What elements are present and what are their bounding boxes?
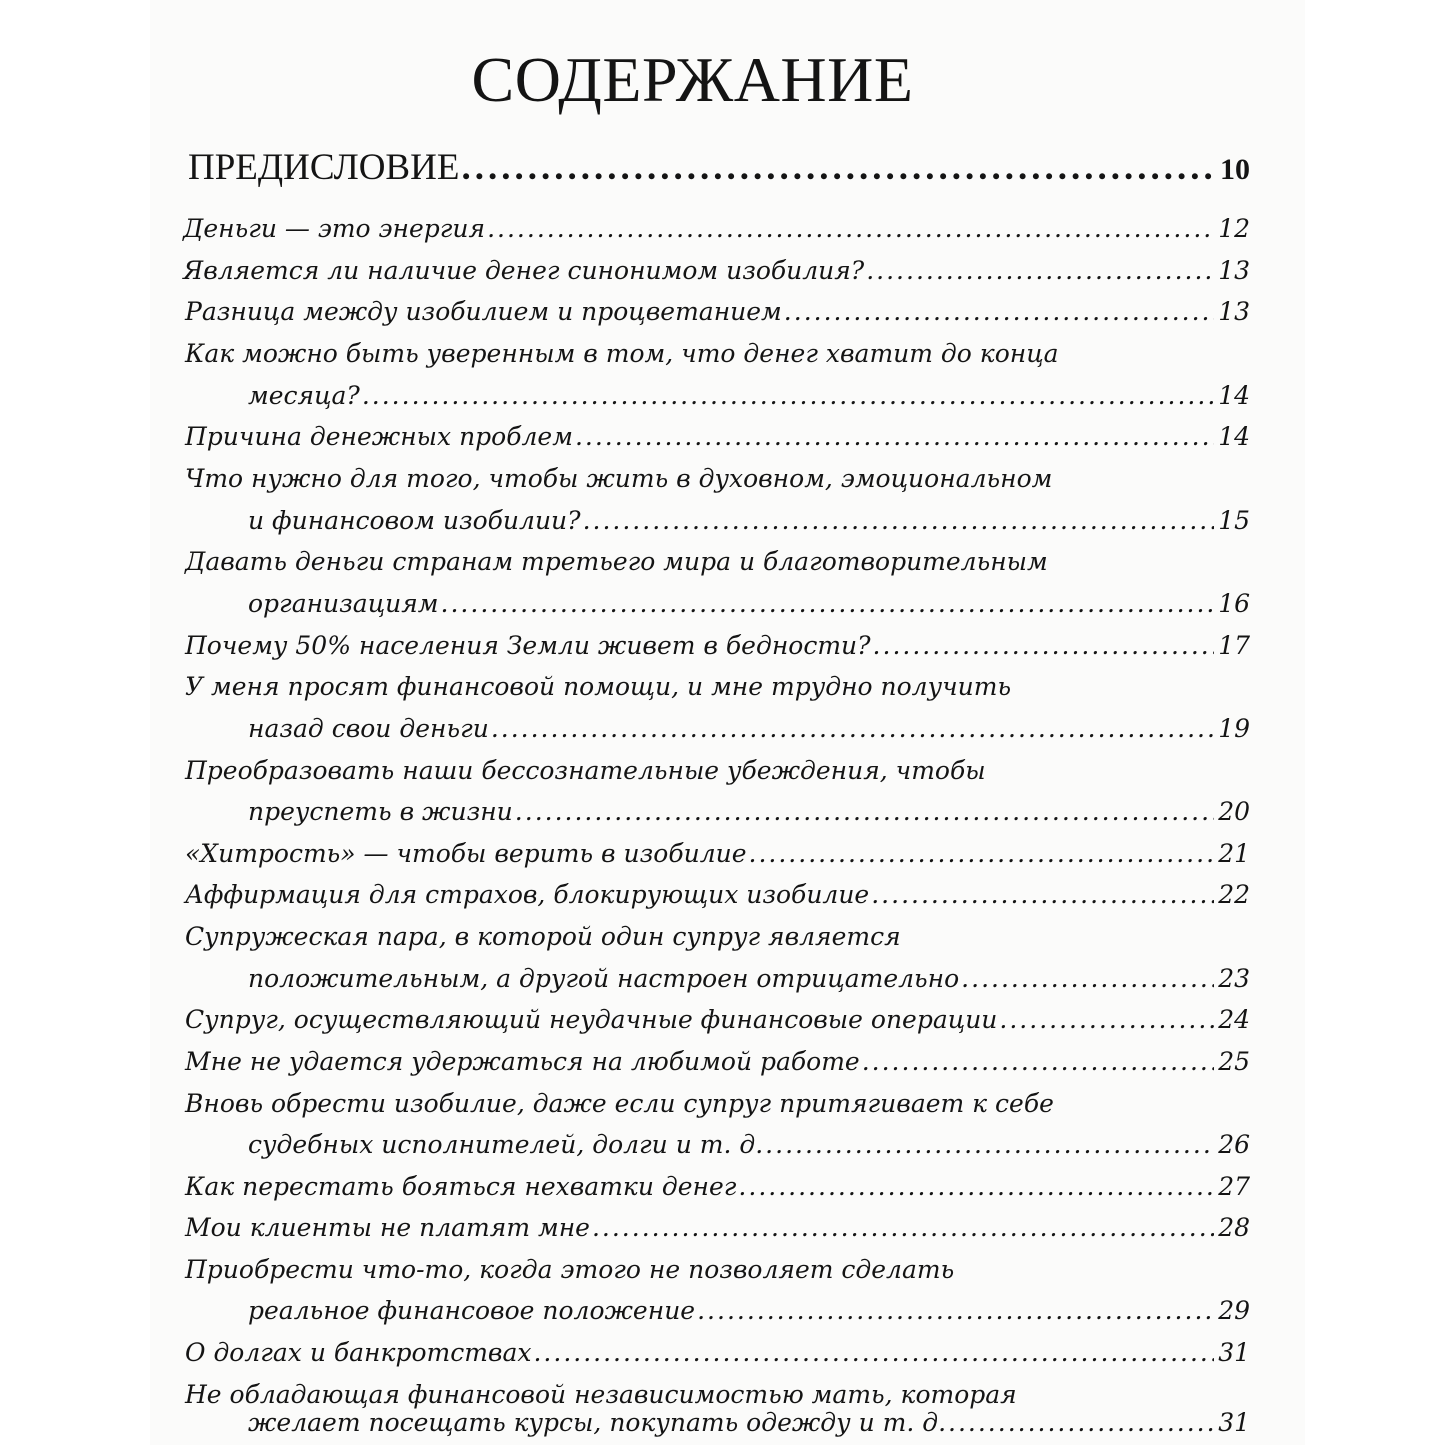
toc-page-number: 20 — [1218, 797, 1250, 826]
toc-leader-dots — [866, 256, 1214, 286]
toc-entry-label: «Хитрость» — чтобы верить в изобилие — [185, 839, 747, 868]
toc-entry — [248, 714, 1250, 744]
toc-page-number: 17 — [1218, 631, 1250, 660]
toc-leader-dots — [738, 1172, 1214, 1202]
toc-leader-dots — [784, 297, 1214, 327]
toc-entry-label: Разница между изобилием и процветанием — [185, 297, 782, 326]
toc-entry — [248, 1130, 1250, 1160]
toc-entry — [185, 422, 1250, 452]
toc-entry — [185, 1047, 1250, 1077]
toc-leader-dots — [948, 1408, 1214, 1438]
toc-entry — [185, 297, 1250, 327]
toc-entry-label: Супружеская пара, в которой один супруг является — [185, 922, 901, 951]
toc-page-number: 29 — [1218, 1296, 1250, 1325]
toc-leader-dots — [862, 1047, 1214, 1077]
toc-page-number: 21 — [1218, 839, 1250, 868]
toc-entry — [248, 506, 1250, 536]
toc-page-number: 10 — [1220, 153, 1250, 186]
toc-entry-label-continued: и финансовом изобилии? — [248, 506, 581, 535]
toc-entry-label: Причина денежных проблем — [185, 422, 573, 451]
toc-leader-dots — [961, 964, 1214, 994]
toc-page-number: 14 — [1218, 422, 1250, 451]
toc-entry — [185, 1172, 1250, 1202]
toc-leader-dots — [592, 1213, 1214, 1243]
toc-entry-label: Почему 50% населения Земли живет в бедности? — [185, 631, 871, 660]
toc-leader-dots — [999, 1005, 1214, 1035]
toc-entry — [248, 1408, 1250, 1438]
toc-entry — [248, 797, 1250, 827]
toc-entry-label: Как перестать бояться нехватки денег — [185, 1172, 737, 1201]
toc-entry-label: ПРЕДИСЛОВИЕ — [188, 147, 460, 188]
toc-entry-label: Является ли наличие денег синонимом изобилия? — [183, 256, 865, 285]
toc-page-number: 16 — [1218, 589, 1250, 618]
toc-entry-label-continued: положительным, а другой настроен отрицательно — [248, 964, 960, 993]
toc-leader-dots — [487, 214, 1214, 244]
toc-entry-label-continued: преуспеть в жизни — [248, 797, 513, 826]
toc-leader-dots — [461, 146, 1216, 190]
toc-page-number: 27 — [1218, 1172, 1250, 1201]
toc-leader-dots — [871, 880, 1214, 910]
toc-leader-dots — [765, 1130, 1214, 1160]
toc-page-number: 22 — [1218, 880, 1250, 909]
toc-entry — [185, 1005, 1250, 1035]
toc-entry — [183, 214, 1250, 244]
toc-entry — [248, 1296, 1250, 1326]
toc-leader-dots — [697, 1296, 1214, 1326]
toc-entry-label-continued: организациям — [248, 589, 439, 618]
toc-leader-dots — [575, 422, 1214, 452]
toc-page-number: 13 — [1218, 256, 1250, 285]
toc-leader-dots — [515, 797, 1214, 827]
toc-entry-label-continued: назад свои деньги — [248, 714, 489, 743]
toc-entry — [185, 631, 1250, 661]
toc-entry-label: О долгах и банкротствах — [185, 1338, 532, 1367]
toc-page-number: 25 — [1218, 1047, 1250, 1076]
toc-entry-label: Давать деньги странам третьего мира и благотворительным — [185, 547, 1048, 576]
toc-leader-dots — [491, 714, 1214, 744]
toc-entry-label: Аффирмация для страхов, блокирующих изобилие — [185, 880, 870, 909]
toc-entry — [248, 381, 1250, 411]
toc-page-number: 14 — [1218, 381, 1250, 410]
toc-entry-label: Как можно быть уверенным в том, что денег хватит до конца — [185, 339, 1059, 368]
toc-entry-label-continued: желает посещать курсы, покупать одежду и т. д. — [248, 1408, 947, 1437]
toc-entry-label: Деньги — это энергия — [183, 214, 486, 243]
toc-page-number: 31 — [1218, 1408, 1250, 1437]
toc-entry-label: Мои клиенты не платят мне — [185, 1213, 590, 1242]
toc-page-number: 19 — [1218, 714, 1250, 743]
toc-entry-label: Мне не удается удержаться на любимой работе — [185, 1047, 860, 1076]
toc-entry-label: Приобрести что-то, когда этого не позволяет сделать — [185, 1255, 955, 1284]
toc-page-number: 31 — [1218, 1338, 1250, 1367]
toc-entry — [183, 256, 1250, 286]
toc-entry-label: Не обладающая финансовой независимостью мать, которая — [185, 1380, 1017, 1409]
toc-entry-label: Что нужно для того, чтобы жить в духовном, эмоциональном — [185, 464, 1053, 493]
toc-entry-label-continued: реальное финансовое положение — [248, 1296, 696, 1325]
toc-page-number: 12 — [1218, 214, 1250, 243]
toc-page-number: 13 — [1218, 297, 1250, 326]
toc-entry — [248, 589, 1250, 619]
toc-leader-dots — [362, 381, 1214, 411]
toc-page-number: 23 — [1218, 964, 1250, 993]
toc-entry — [248, 964, 1250, 994]
toc-entry — [185, 880, 1250, 910]
toc-entry-label: У меня просят финансовой помощи, и мне трудно получить — [185, 672, 1012, 701]
toc-leader-dots — [873, 631, 1215, 661]
toc-leader-dots — [749, 839, 1215, 869]
toc-page-number: 28 — [1218, 1213, 1250, 1242]
toc-page-number: 15 — [1218, 506, 1250, 535]
toc-entry — [185, 839, 1250, 869]
toc-entry-preface — [188, 146, 1250, 190]
toc-entry-label: Преобразовать наши бессознательные убеждения, чтобы — [185, 756, 986, 785]
toc-entry — [185, 1338, 1250, 1368]
toc-entry-label: Вновь обрести изобилие, даже если супруг притягивает к себе — [185, 1089, 1054, 1118]
toc-page-number: 24 — [1218, 1005, 1250, 1034]
page-title: СОДЕРЖАНИЕ — [471, 44, 914, 115]
toc-entry-label-continued: месяца? — [248, 381, 360, 410]
toc-leader-dots — [533, 1338, 1214, 1368]
toc-entry-label: Супруг, осуществляющий неудачные финансовые операции — [185, 1005, 998, 1034]
toc-leader-dots — [583, 506, 1215, 536]
toc-leader-dots — [441, 589, 1215, 619]
toc-entry-label-continued: судебных исполнителей, долги и т. д. — [248, 1130, 764, 1159]
toc-page-number: 26 — [1218, 1130, 1250, 1159]
toc-entry — [185, 1213, 1250, 1243]
